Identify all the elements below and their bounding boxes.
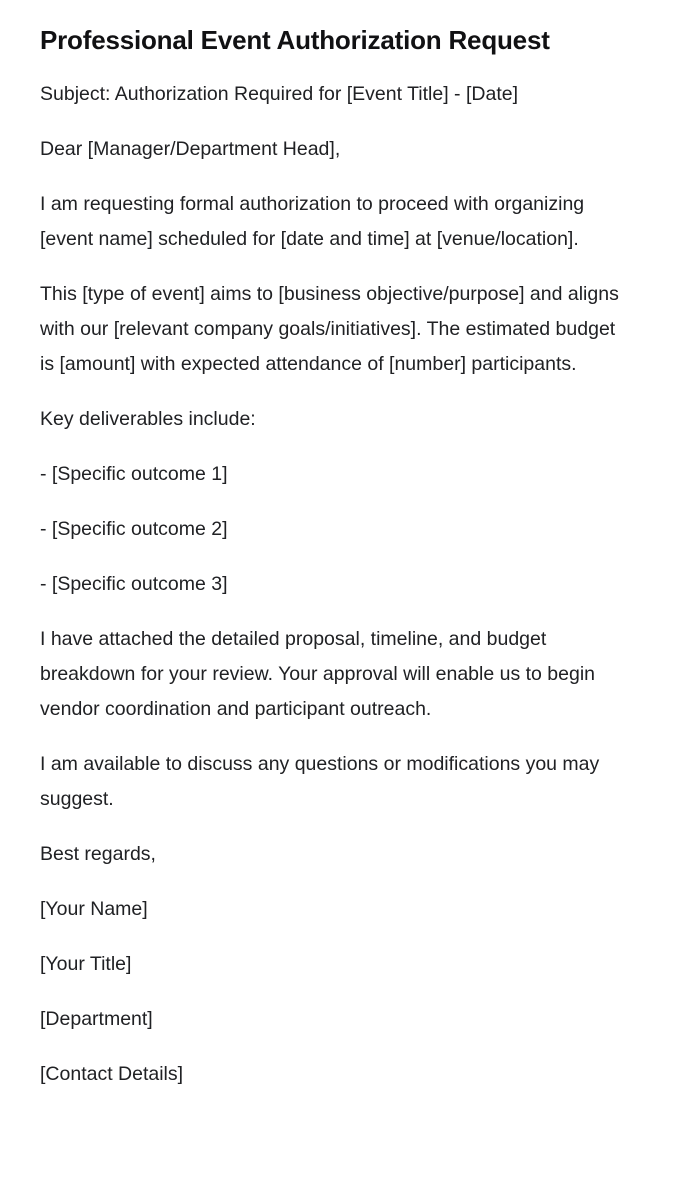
- paragraph-attachments: I have attached the detailed proposal, timeline, and budget breakdown for your review. Your approval will enable us to begin vendor coordination and participant outreach.: [40, 628, 596, 720]
- paragraph-salutation: Dear [Manager/Department Head],: [40, 138, 341, 160]
- list-item-outcome-1: - [Specific outcome 1]: [40, 463, 228, 485]
- page-title: Professional Event Authorization Request: [40, 25, 550, 55]
- signature-name: [Your Name]: [40, 898, 148, 920]
- paragraph-deliverables-heading: Key deliverables include:: [40, 408, 256, 430]
- list-item-outcome-2: - [Specific outcome 2]: [40, 518, 228, 540]
- paragraph-closing: Best regards,: [40, 843, 156, 865]
- paragraph-objective: This [type of event] aims to [business objective/purpose] and aligns with our [relevant company goals/initiatives]. The estimated budget is [amount] with expected attendance of [number] participants.: [40, 283, 619, 375]
- paragraph-subject: Subject: Authorization Required for [Event Title] - [Date]: [40, 83, 518, 105]
- paragraph-request: I am requesting formal authorization to proceed with organizing [event name] scheduled for [date and time] at [venue/location].: [40, 193, 585, 250]
- signature-department: [Department]: [40, 1008, 153, 1030]
- signature-title: [Your Title]: [40, 953, 132, 975]
- signature-contact-details: [Contact Details]: [40, 1063, 184, 1085]
- list-item-outcome-3: - [Specific outcome 3]: [40, 573, 228, 595]
- paragraph-availability: I am available to discuss any questions or modifications you may suggest.: [40, 753, 600, 810]
